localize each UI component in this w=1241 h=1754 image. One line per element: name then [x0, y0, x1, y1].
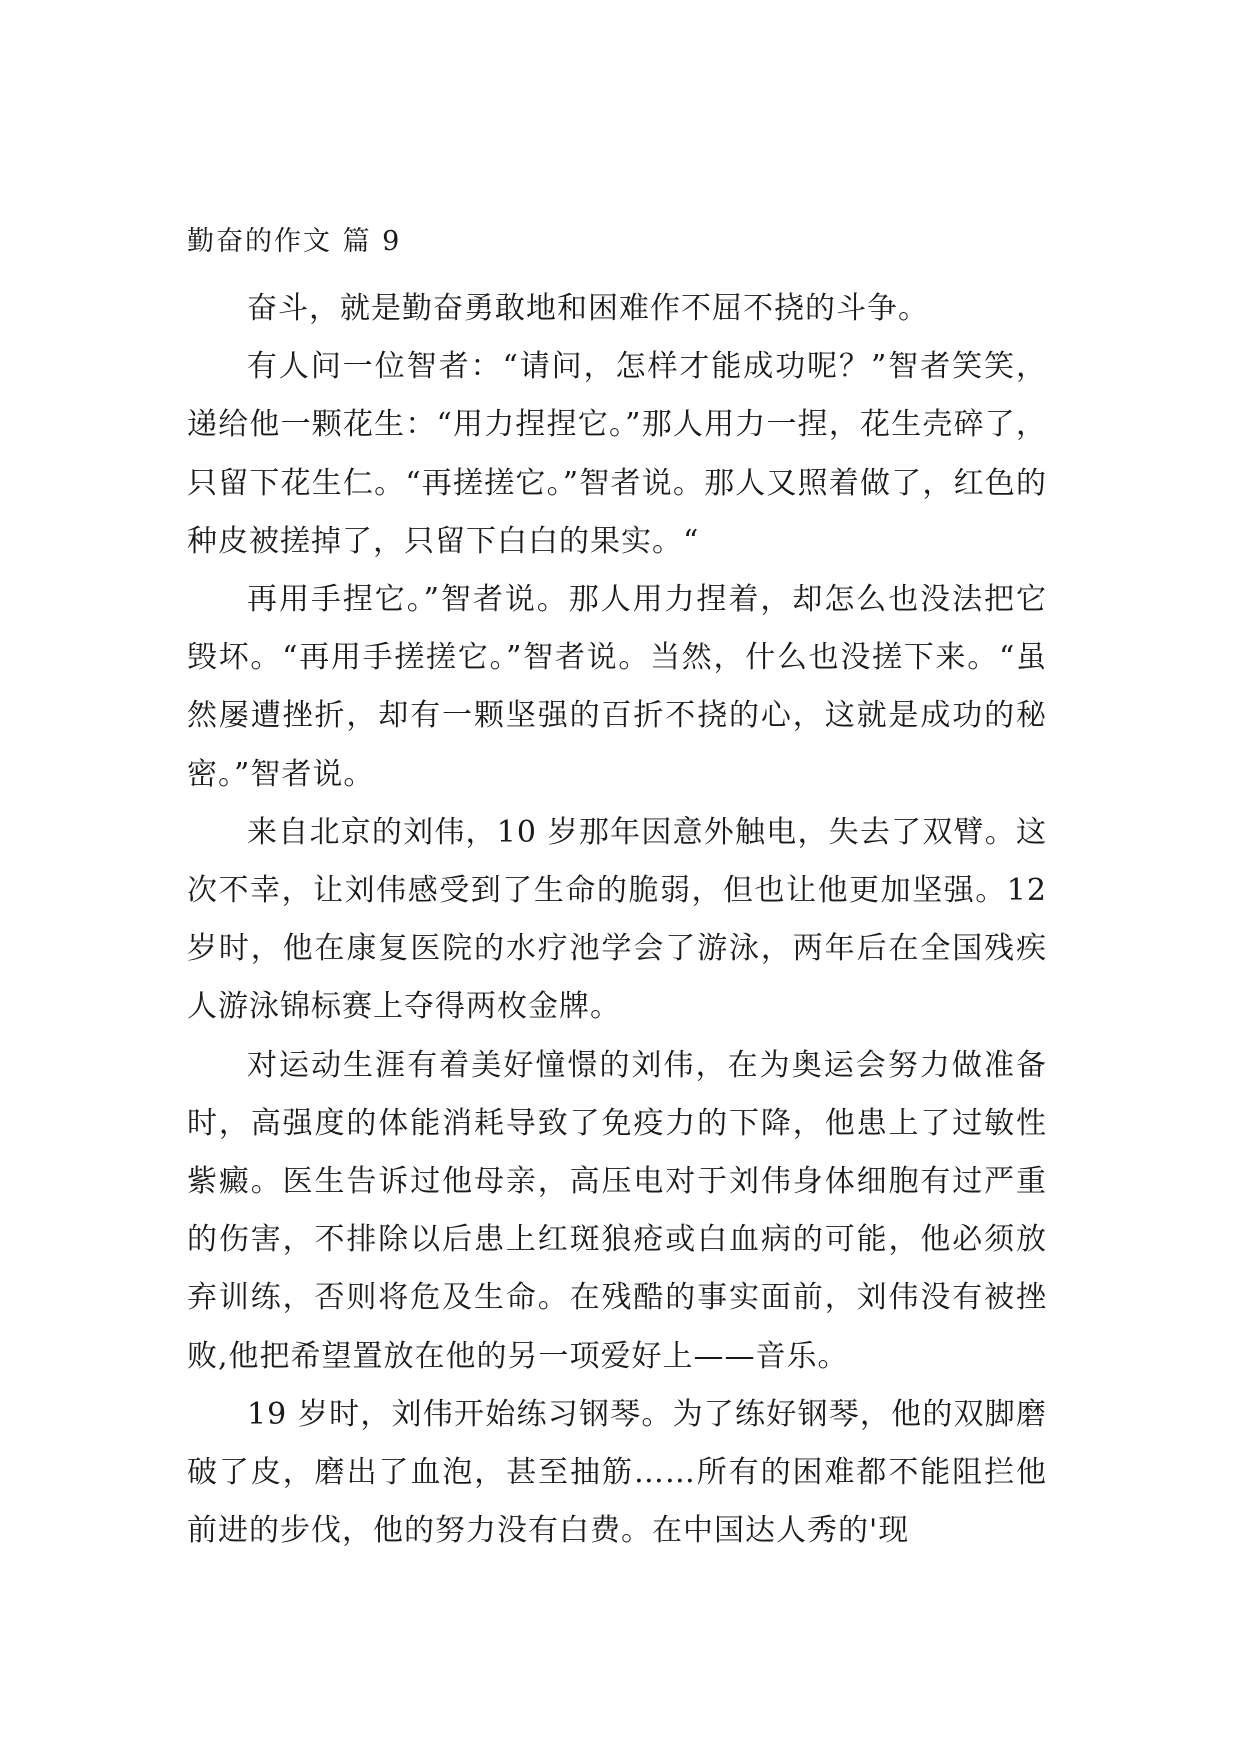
paragraph: 有人问一位智者：“请问，怎样才能成功呢？”智者笑笑，递给他一颗花生：“用力捏捏它。”那人用力一捏，花生壳碎了，只留下花生仁。“再搓搓它。”智者说。那人又照着做了，红色的种皮被搓掉了，只留下白白的果实。“ [187, 349, 1047, 559]
document-title: 勤奋的作文 篇 9 [187, 226, 402, 257]
paragraph: 19 岁时，刘伟开始练习钢琴。为了练好钢琴，他的双脚磨破了皮，磨出了血泡，甚至抽筋……所有的困难都不能阻拦他前进的步伐，他的努力没有白费。在中国达人秀的'现 [187, 1396, 1047, 1549]
paragraph: 奋斗，就是勤奋勇敢地和困难作不屈不挠的斗争。 [247, 291, 929, 326]
paragraph: 来自北京的刘伟，10 岁那年因意外触电，失去了双臂。这次不幸，让刘伟感受到了生命的脆弱，但也让他更加坚强。12 岁时，他在康复医院的水疗池学会了游泳，两年后在全国残疾人游泳锦标赛上夺得两枚金牌。 [187, 814, 1047, 1025]
document-body [187, 280, 1047, 1560]
paragraph: 对运动生涯有着美好憧憬的刘伟，在为奥运会努力做准备时，高强度的体能消耗导致了免疫力的下降，他患上了过敏性紫癜。医生告诉过他母亲，高压电对于刘伟身体细胞有过严重的伤害，不排除以后患上红斑狼疮或白血病的可能，他必须放弃训练，否则将危及生命。在残酷的事实面前，刘伟没有被挫败,他把希望置放在他的另一项爱好上——音乐。 [187, 1047, 1047, 1374]
paragraph: 再用手捏它。”智者说。那人用力捏着，却怎么也没法把它毁坏。“再用手搓搓它。”智者说。当然，什么也没搓下来。“虽然屡遭挫折，却有一颗坚强的百折不挠的心，这就是成功的秘密。”智者说。 [187, 582, 1047, 792]
